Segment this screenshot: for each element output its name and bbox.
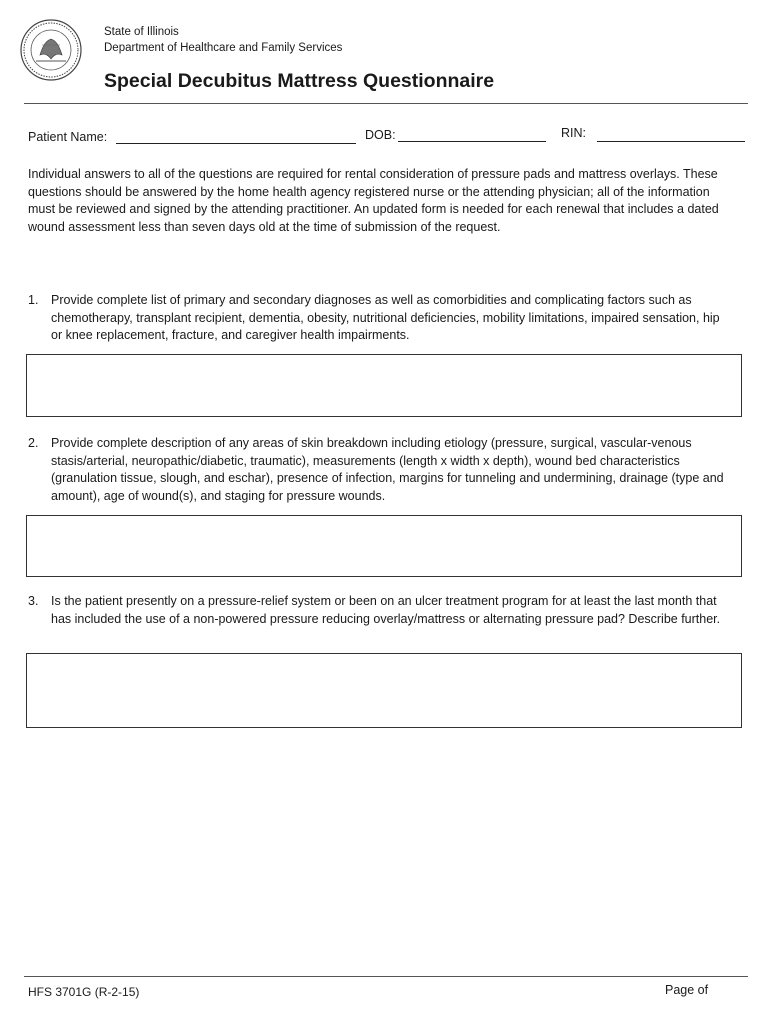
question-text: Provide complete list of primary and secondary diagnoses as well as comorbidities and complicating factors such as chemotherapy, transplant recipient, dementia, obesity, nutritional deficiencies, mobility limitations, impaired sensation, hip or knee replacement, fracture, and caregiver health impairments. (51, 293, 720, 342)
agency-header (104, 24, 342, 56)
question-2 (28, 435, 728, 505)
question-number: 1. (28, 293, 39, 307)
rin-label: RIN: (561, 126, 586, 140)
state-name: State of Illinois (104, 26, 179, 38)
rin-field[interactable] (597, 141, 745, 142)
question-text: Provide complete description of any areas of skin breakdown including etiology (pressure, surgical, vascular-venous stasis/arterial, neuropathic/diabetic, traumatic), measurements (length x width x depth), wound bed characteristics (granulation tissue, slough, and eschar), presence of infection, margins for tunneling and undermining, drainage (type and amount), age of wound(s), and staging for pressure wounds. (51, 436, 724, 503)
answer-3-box[interactable] (26, 653, 742, 728)
patient-name-field[interactable] (116, 143, 356, 144)
page-number: Page of (665, 983, 709, 997)
department-name: Department of Healthcare and Family Services (104, 42, 343, 54)
form-id: HFS 3701G (R-2-15) (28, 985, 140, 999)
dob-label: DOB: (365, 128, 396, 142)
state-seal-icon (20, 19, 82, 81)
header-divider (24, 103, 748, 104)
instructions-paragraph: Individual answers to all of the questions are required for rental consideration of pressure pads and mattress overlays. These questions should be answered by the home health agency registered nurse or the attending physician; all of the information must be reviewed and signed by the attending practitioner. An updated form is needed for each renewal that includes a dated wound assessment less than seven days old at the time of submission of the request. (28, 167, 719, 234)
question-number: 3. (28, 594, 39, 608)
question-number: 2. (28, 436, 39, 450)
page-title: Special Decubitus Mattress Questionnaire (104, 70, 495, 92)
dob-field[interactable] (398, 141, 546, 142)
footer-divider (24, 976, 748, 977)
question-3 (28, 593, 728, 628)
question-text: Is the patient presently on a pressure-relief system or been on an ulcer treatment program for at least the last month that has included the use of a non-powered pressure reducing overlay/mattress or alternating pressure pad? Describe further. (51, 594, 721, 626)
patient-name-label: Patient Name: (28, 130, 108, 144)
answer-1-box[interactable] (26, 354, 742, 417)
answer-2-box[interactable] (26, 515, 742, 577)
question-1 (28, 292, 728, 345)
